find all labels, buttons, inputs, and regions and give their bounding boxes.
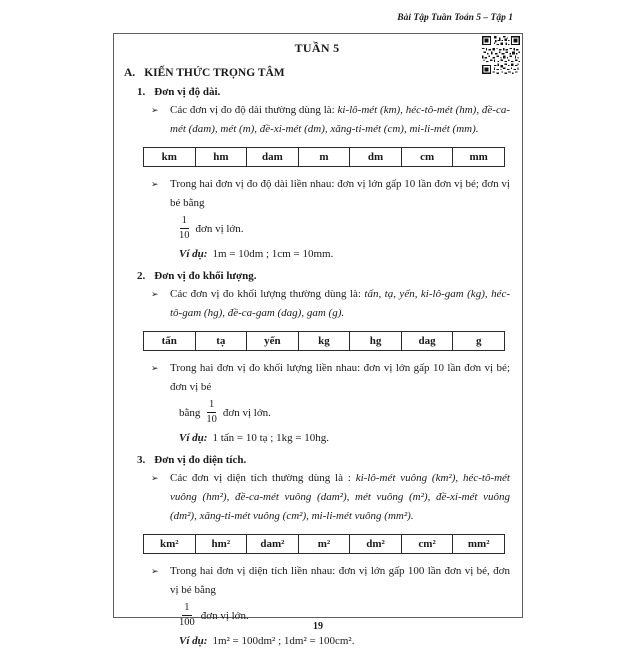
fraction-suffix: đơn vị lớn. — [195, 222, 244, 235]
length-units-table — [143, 147, 505, 167]
subsection-1-title: Đơn vị độ dài. — [154, 86, 221, 98]
subsection-3-intro-text — [170, 469, 510, 526]
subsection-1-heading — [137, 86, 510, 98]
intro-plain: Các đơn vị đo khối lượng thường dùng là: — [170, 288, 365, 300]
fraction — [206, 399, 217, 426]
area-units-table — [143, 534, 505, 554]
unit-cell: yến — [247, 332, 299, 351]
section-title: KIẾN THỨC TRỌNG TÂM — [144, 67, 285, 79]
fraction-suffix: đơn vị lớn. — [222, 406, 271, 419]
subsection-2-example — [179, 429, 510, 447]
subsection-1-example — [179, 245, 510, 263]
unit-cell: m — [298, 148, 350, 167]
unit-cell: km — [144, 148, 196, 167]
subsection-2-fraction-line — [179, 398, 510, 427]
unit-cell: tạ — [195, 332, 247, 351]
arrow-bullet-icon: ➢ — [151, 105, 159, 115]
example-label: Ví dụ: — [179, 635, 208, 647]
subsection-2-rule — [151, 359, 510, 397]
subsection-3-intro — [151, 469, 510, 526]
unit-cell: cm² — [401, 535, 453, 554]
unit-cell: dag — [401, 332, 453, 351]
table-row — [144, 535, 505, 554]
subsection-1-intro — [151, 101, 510, 139]
mass-units-table — [143, 331, 505, 351]
unit-cell: dm² — [350, 535, 402, 554]
arrow-bullet-icon: ➢ — [151, 566, 159, 576]
fraction-denominator: 100 — [179, 617, 195, 628]
unit-cell: hm — [195, 148, 247, 167]
example-text: 1 tấn = 10 tạ ; 1kg = 10hg. — [212, 432, 330, 444]
fraction-prefix: bằng — [179, 406, 201, 419]
intro-plain: Các đơn vị diện tích thường dùng là : — [170, 472, 356, 484]
arrow-bullet-icon: ➢ — [151, 473, 159, 483]
subsection-1-fraction-line — [179, 214, 510, 243]
unit-cell: hm² — [195, 535, 247, 554]
subsection-1-rule-text: Trong hai đơn vị đo độ dài liền nhau: đơn vị lớn gấp 10 lần đơn vị bé; đơn vị bé bằng — [170, 178, 510, 209]
subsection-1-number: 1. — [137, 86, 146, 98]
subsection-3-rule-text: Trong hai đơn vị diện tích liền nhau: đơn vị lớn gấp 100 lần đơn vị bé, đơn vị bé bằng — [170, 565, 510, 596]
subsection-2-title: Đơn vị đo khối lượng. — [154, 270, 257, 282]
unit-cell: mm — [453, 148, 505, 167]
unit-cell: mm² — [453, 535, 505, 554]
arrow-bullet-icon: ➢ — [151, 179, 159, 189]
subsection-2-rule-text: Trong hai đơn vị đo khối lượng liền nhau: đơn vị lớn gấp 10 lần đơn vị bé; đơn vị bé — [170, 362, 510, 393]
example-label: Ví dụ: — [179, 432, 208, 444]
table-row — [144, 332, 505, 351]
example-text: 1m = 10dm ; 1cm = 10mm. — [212, 248, 334, 260]
subsection-3-rule — [151, 562, 510, 600]
fraction-suffix: đơn vị lớn. — [200, 609, 249, 622]
running-header: Bài Tập Tuần Toán 5 – Tập 1 — [397, 13, 513, 23]
subsection-1-rule — [151, 175, 510, 213]
unit-cell: dam² — [247, 535, 299, 554]
arrow-bullet-icon: ➢ — [151, 289, 159, 299]
example-text: 1m² = 100dm² ; 1dm² = 100cm². — [212, 635, 355, 647]
fraction — [179, 215, 190, 242]
example-label: Ví dụ: — [179, 248, 208, 260]
fraction-denominator: 10 — [179, 230, 190, 241]
section-letter: A. — [124, 67, 136, 79]
unit-cell: km² — [144, 535, 196, 554]
unit-cell: dm — [350, 148, 402, 167]
fraction-denominator: 10 — [206, 414, 217, 425]
unit-cell: hg — [350, 332, 402, 351]
subsection-3-heading — [137, 454, 510, 466]
subsection-2-intro-text — [170, 285, 510, 323]
intro-units: ki-lô-mét vuông (km²), héc-tô-mét vuông (hm²), đề-ca-mét vuông (dam²), mét vuông (m²), đề-xi-mét vuông (dm²), xăng-ti-mét vuông (cm²), mi-li-mét vuông (mm²). — [170, 472, 510, 522]
subsection-1-intro-text — [170, 101, 510, 139]
page-number: 19 — [313, 621, 323, 632]
fraction-numerator: 1 — [207, 399, 216, 413]
unit-cell: g — [453, 332, 505, 351]
subsection-3-title: Đơn vị đo diện tích. — [154, 454, 247, 466]
unit-cell: tấn — [144, 332, 196, 351]
fraction-numerator: 1 — [180, 215, 189, 229]
subsection-3-number: 3. — [137, 454, 146, 466]
intro-units: ki-lô-mét (km), héc-tô-mét (hm), đề-ca-mét (dam), mét (m), đề-xi-mét (dm), xăng-ti-mét (cm), mi-li-mét (mm). — [170, 104, 510, 135]
intro-plain: Các đơn vị đo độ dài thường dùng là: — [170, 104, 338, 116]
qr-code-icon — [482, 36, 520, 74]
unit-cell: cm — [401, 148, 453, 167]
unit-cell: m² — [298, 535, 350, 554]
fraction-numerator: 1 — [182, 602, 191, 616]
subsection-2-intro — [151, 285, 510, 323]
subsection-3-example — [179, 632, 510, 650]
unit-cell: kg — [298, 332, 350, 351]
intro-units: tấn, tạ, yến, ki-lô-gam (kg), héc-tô-gam (hg), đề-ca-gam (dag), gam (g). — [170, 288, 510, 319]
unit-cell: dam — [247, 148, 299, 167]
table-row — [144, 148, 505, 167]
week-title: TUẦN 5 — [294, 41, 340, 55]
subsection-2-number: 2. — [137, 270, 146, 282]
arrow-bullet-icon: ➢ — [151, 363, 159, 373]
section-heading — [124, 67, 510, 79]
subsection-2-heading — [137, 270, 510, 282]
